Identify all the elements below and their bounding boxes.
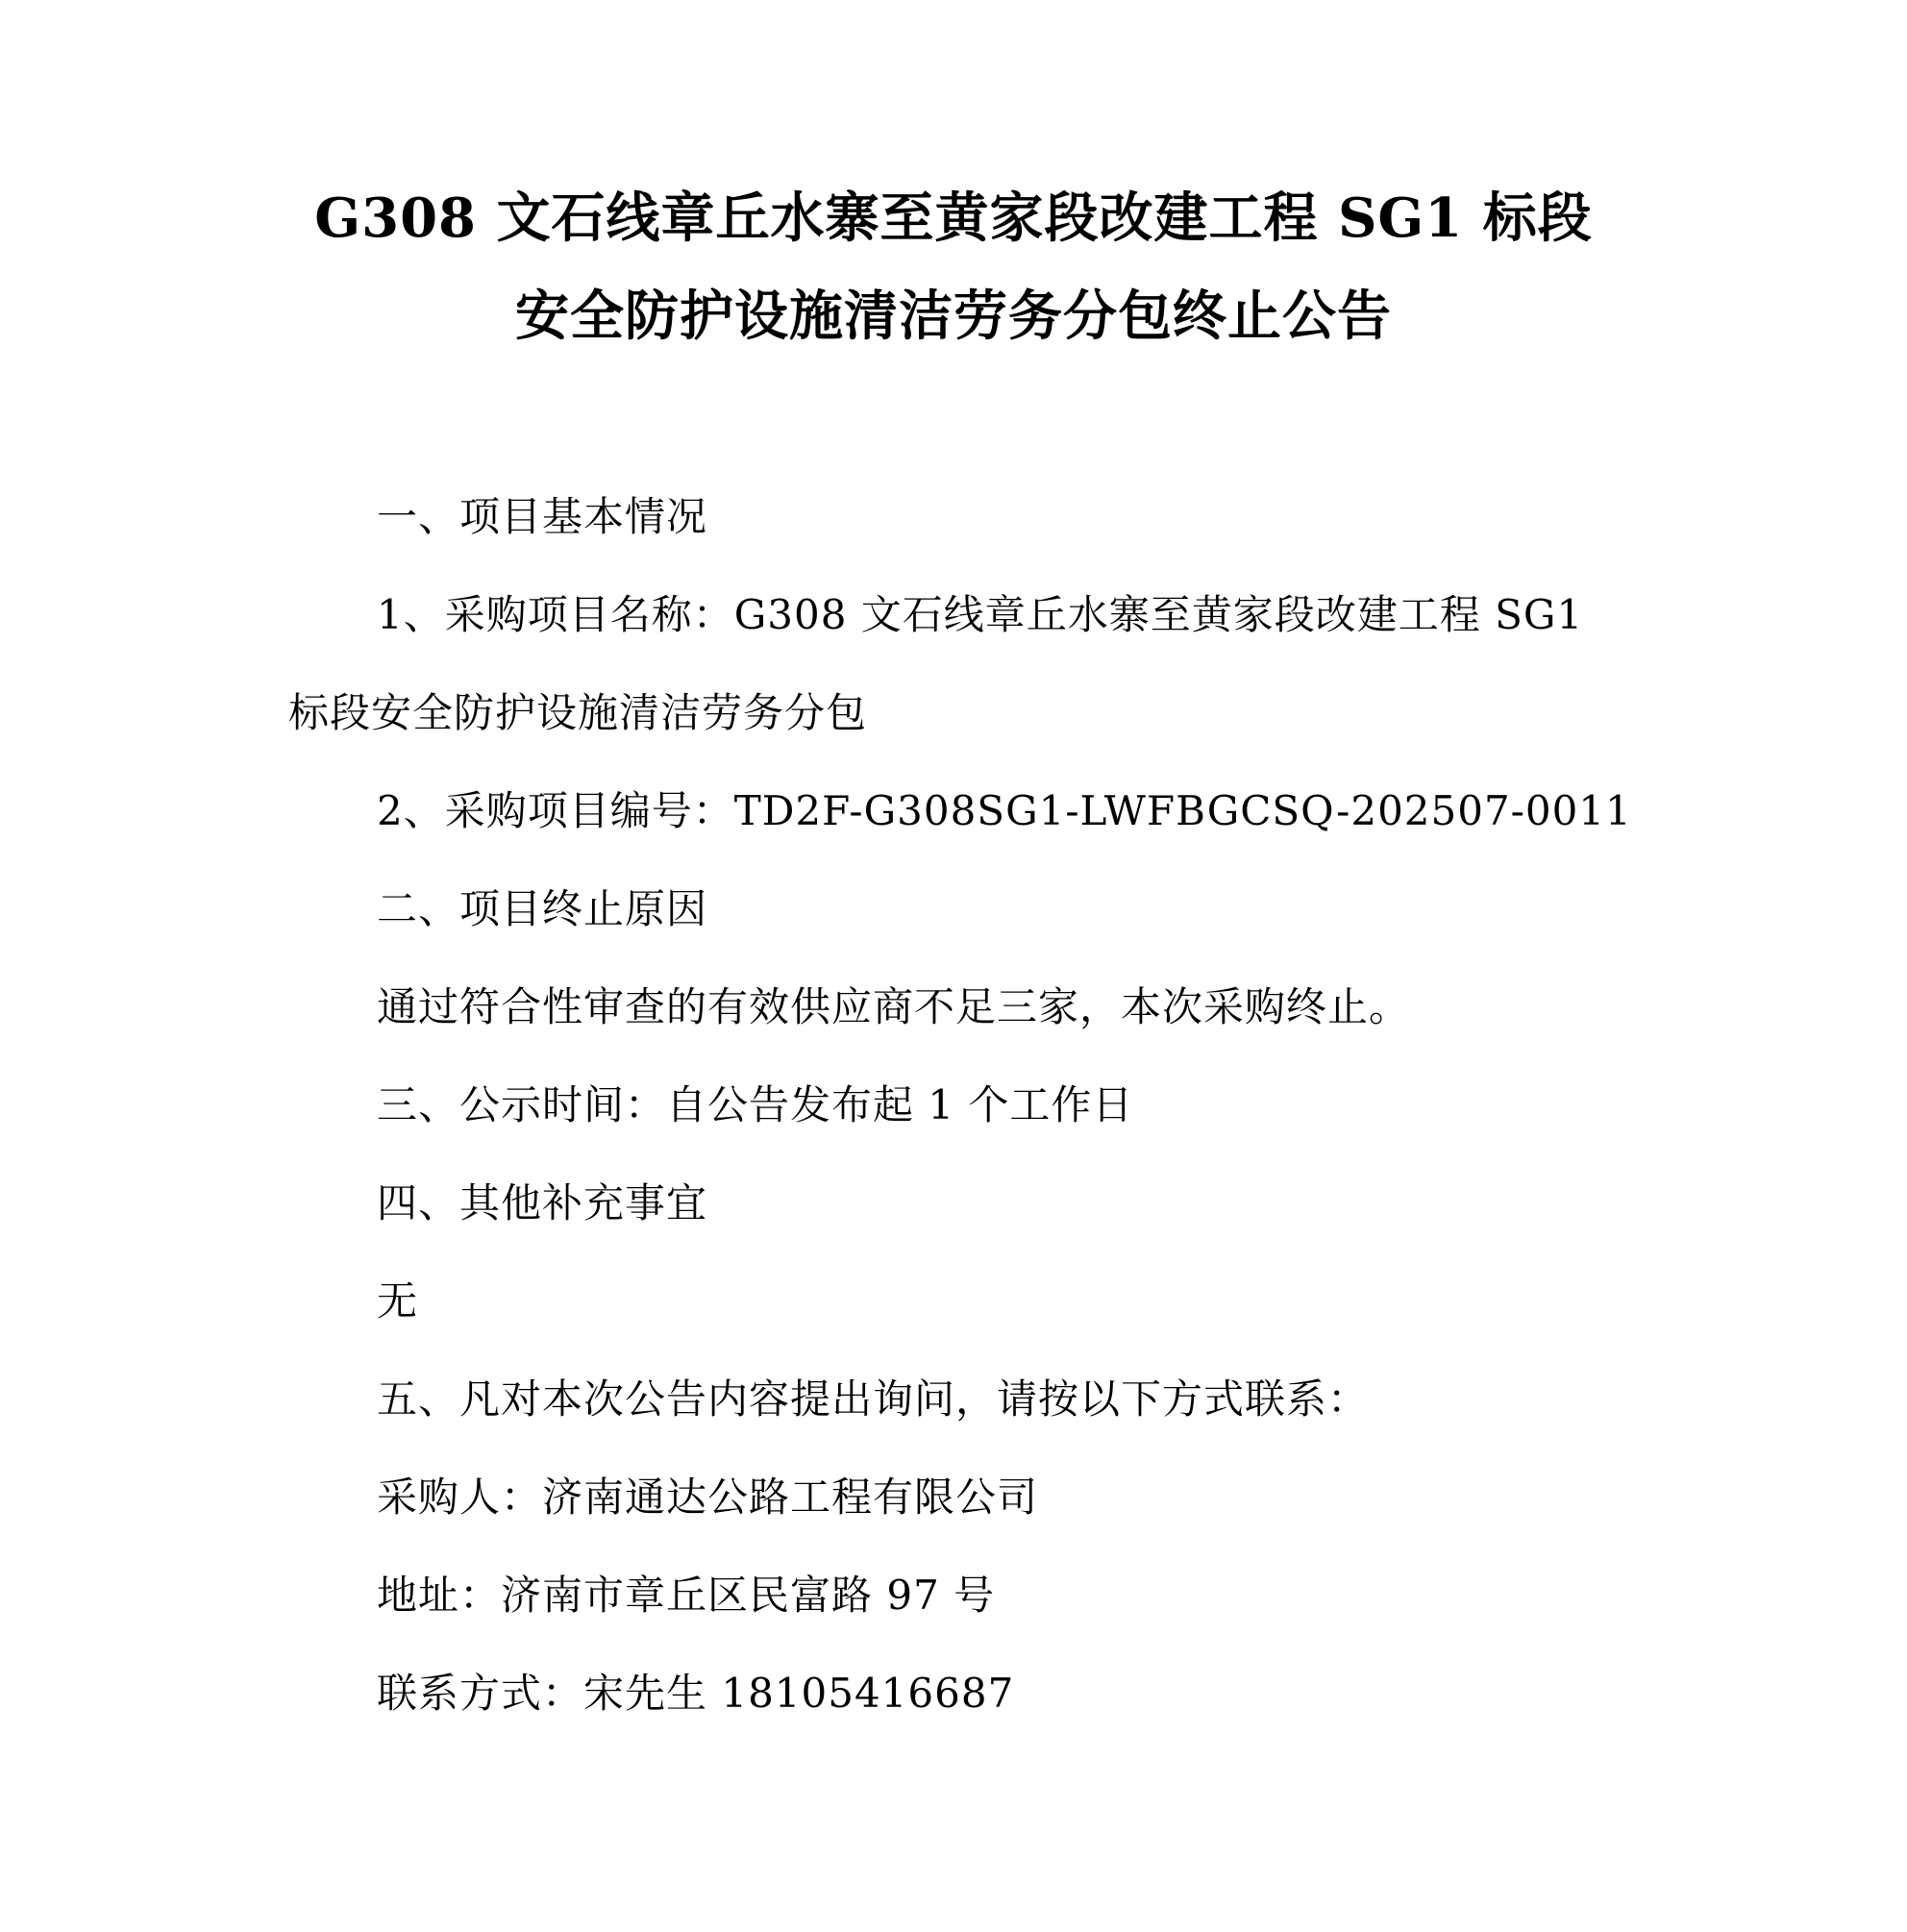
procurement-project-name-line-2: 标段安全防护设施清洁劳务分包 (288, 689, 868, 736)
section-4-heading: 四、其他补充事宜 (377, 1179, 708, 1226)
section-2-heading: 二、项目终止原因 (377, 885, 708, 932)
termination-reason: 通过符合性审查的有效供应商不足三家，本次采购终止。 (377, 983, 1411, 1030)
procurement-project-number: 2、采购项目编号：TD2F-G308SG1-LWFBGCSQ-202507-0011 (377, 787, 1632, 834)
publicity-period: 三、公示时间：自公告发布起 1 个工作日 (377, 1081, 1134, 1128)
procurement-project-name-line-1: 1、采购项目名称：G308 文石线章丘水寨至黄家段改建工程 SG1 (377, 591, 1584, 638)
purchaser-name: 采购人：济南通达公路工程有限公司 (377, 1474, 1039, 1521)
document-title-line-2: 安全防护设施清洁劳务分包终止公告 (515, 285, 1392, 348)
contact-info: 联系方式：宋先生 18105416687 (377, 1670, 1015, 1717)
section-4-text: 无 (377, 1277, 419, 1325)
section-1-heading: 一、项目基本情况 (377, 493, 708, 540)
section-5-heading: 五、凡对本次公告内容提出询问，请按以下方式联系： (377, 1375, 1370, 1423)
purchaser-address: 地址：济南市章丘区民富路 97 号 (377, 1572, 996, 1619)
document-title-line-1: G308 文石线章丘水寨至黄家段改建工程 SG1 标段 (314, 186, 1593, 250)
